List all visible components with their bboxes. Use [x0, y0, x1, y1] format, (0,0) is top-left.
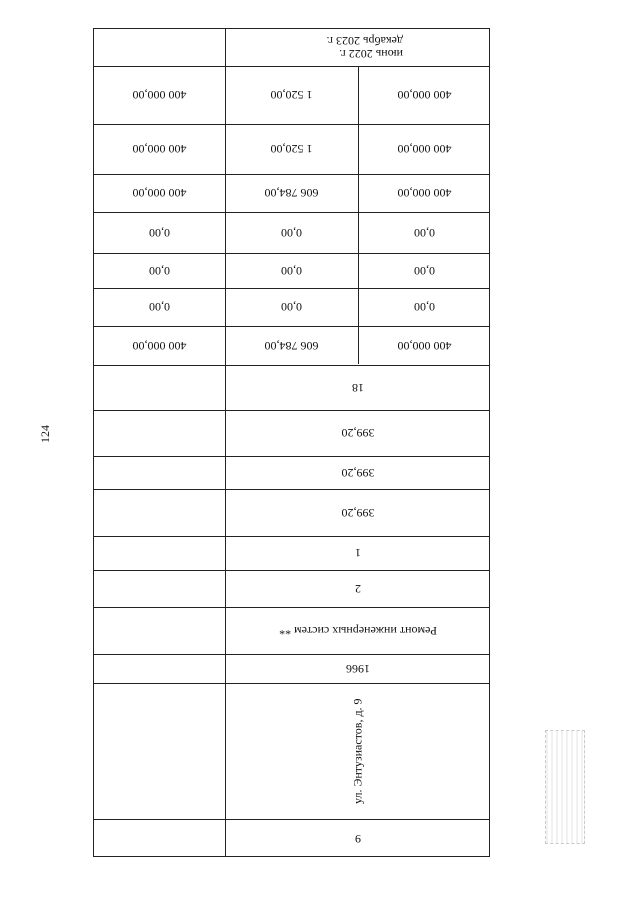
funding-cell-c2: 606 784,00 — [264, 186, 319, 201]
funding-cell-c3: 0,00 — [414, 300, 435, 315]
funding-cell-c1: 400 000,00 — [132, 142, 187, 157]
area-cell: 399,20 — [341, 426, 375, 441]
funding-cell-c3: 400 000,00 — [397, 339, 452, 353]
funding-cell-c1: 400 000,00 — [132, 186, 187, 201]
work-type-cell: Ремонт инженерных систем ** — [279, 624, 437, 638]
floors-cell: 2 — [355, 582, 361, 596]
funding-cell-c2: 0,00 — [281, 300, 302, 315]
address-cell — [225, 683, 491, 819]
funding-cell-c1: 0,00 — [149, 264, 170, 278]
funding-cell-c1: 400 000,00 — [132, 88, 187, 103]
faint-stamp — [545, 730, 585, 844]
funding-cell-c2: 0,00 — [281, 264, 302, 278]
funding-cell-c2: 1 520,00 — [270, 88, 313, 103]
funding-cell-c1: 0,00 — [149, 300, 170, 315]
period-line-2: декабрь 2023 г. — [326, 34, 403, 49]
period-line-1: июнь 2022 г. — [339, 47, 403, 62]
entrances-cell: 1 — [355, 546, 361, 561]
funding-cell-c3: 400 000,00 — [397, 186, 452, 201]
funding-cell-c2: 1 520,00 — [270, 142, 313, 157]
apartments-count-cell: 18 — [352, 381, 364, 395]
address-text: ул. Энтузиастов, д. 9 — [350, 698, 365, 804]
period-cell — [225, 29, 491, 66]
row-number-cell: 9 — [355, 832, 361, 846]
funding-cell-c3: 0,00 — [414, 226, 435, 240]
funding-cell-c3: 400 000,00 — [397, 88, 452, 103]
funding-cell-c1: 400 000,00 — [132, 339, 187, 353]
area-cell: 399,20 — [341, 466, 375, 480]
funding-cell-c3: 0,00 — [414, 264, 435, 278]
area-cell: 399,20 — [341, 506, 375, 520]
funding-cell-c2: 606 784,00 — [264, 339, 319, 353]
funding-cell-c1: 0,00 — [149, 226, 170, 240]
funding-cell-c3: 400 000,00 — [397, 142, 452, 157]
funding-cell-c2: 0,00 — [281, 226, 302, 240]
capital-repair-table — [93, 28, 490, 857]
build-year-cell: 1966 — [346, 662, 370, 676]
page-number: 124 — [38, 425, 52, 443]
